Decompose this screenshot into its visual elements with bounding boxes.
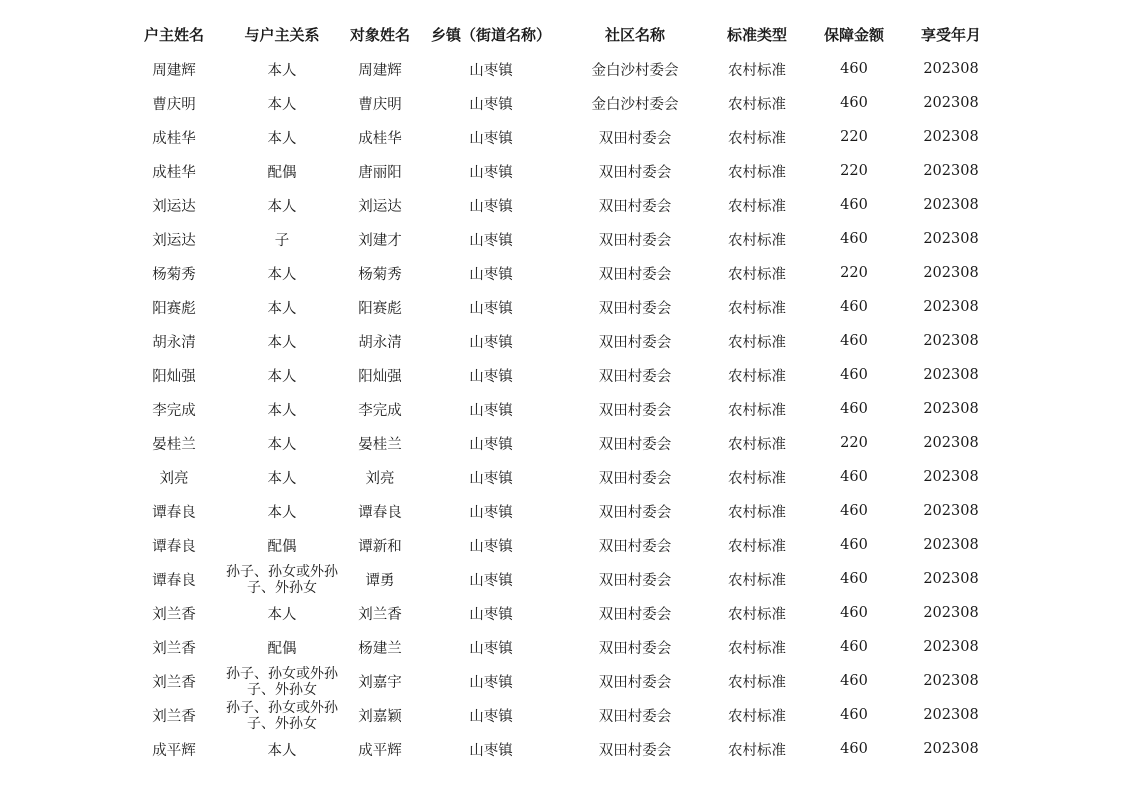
cell-community: 金白沙村委会 xyxy=(591,96,679,113)
cell-amount: 460 xyxy=(840,707,868,723)
table-row xyxy=(125,256,1001,290)
header-township: 乡镇（街道名称） xyxy=(430,25,551,44)
cell-standard-type: 农村标准 xyxy=(728,742,786,759)
cell-township: 山枣镇 xyxy=(469,436,513,453)
cell-standard-type: 农村标准 xyxy=(728,572,786,589)
cell-amount: 460 xyxy=(840,197,868,213)
cell-recipient-name: 胡永清 xyxy=(358,334,402,351)
cell-relationship: 配偶 xyxy=(267,164,297,181)
cell-amount: 460 xyxy=(840,401,868,417)
cell-amount: 460 xyxy=(840,333,868,349)
cell-township: 山枣镇 xyxy=(469,266,513,283)
table-row xyxy=(125,494,1001,528)
table-row xyxy=(125,460,1001,494)
cell-householder-name: 成平辉 xyxy=(152,742,196,759)
cell-householder-name: 阳赛彪 xyxy=(152,300,196,317)
cell-householder-name: 谭春良 xyxy=(152,572,196,589)
cell-recipient-name: 唐丽阳 xyxy=(358,164,402,181)
cell-amount: 460 xyxy=(840,503,868,519)
cell-township: 山枣镇 xyxy=(469,470,513,487)
cell-month: 202308 xyxy=(923,95,979,111)
cell-recipient-name: 阳赛彪 xyxy=(358,300,402,317)
cell-township: 山枣镇 xyxy=(469,368,513,385)
cell-relationship xyxy=(223,562,341,596)
cell-recipient-name: 刘嘉颖 xyxy=(358,708,402,725)
cell-month: 202308 xyxy=(923,231,979,247)
header-row xyxy=(125,16,1001,52)
cell-township: 山枣镇 xyxy=(469,96,513,113)
cell-community: 双田村委会 xyxy=(598,198,672,215)
cell-amount: 460 xyxy=(840,605,868,621)
cell-relationship: 配偶 xyxy=(267,640,297,657)
cell-amount: 220 xyxy=(840,163,868,179)
cell-month: 202308 xyxy=(923,61,979,77)
cell-community: 双田村委会 xyxy=(598,436,672,453)
cell-householder-name: 成桂华 xyxy=(152,130,196,147)
cell-relationship: 本人 xyxy=(267,130,297,147)
cell-recipient-name: 刘嘉宇 xyxy=(358,674,402,691)
cell-recipient-name: 成桂华 xyxy=(358,130,402,147)
cell-community: 双田村委会 xyxy=(598,674,672,691)
cell-amount: 220 xyxy=(840,435,868,451)
table-row xyxy=(125,188,1001,222)
cell-standard-type: 农村标准 xyxy=(728,198,786,215)
header-householder-name: 户主姓名 xyxy=(143,25,204,44)
header-amount: 保障金额 xyxy=(823,25,884,44)
cell-householder-name: 晏桂兰 xyxy=(152,436,196,453)
cell-standard-type: 农村标准 xyxy=(728,266,786,283)
table-row xyxy=(125,562,1001,596)
cell-amount: 460 xyxy=(840,469,868,485)
cell-township: 山枣镇 xyxy=(469,232,513,249)
cell-recipient-name: 成平辉 xyxy=(358,742,402,759)
cell-householder-name: 胡永清 xyxy=(152,334,196,351)
cell-standard-type: 农村标准 xyxy=(728,708,786,725)
header-relationship: 与户主关系 xyxy=(244,25,320,44)
cell-householder-name: 周建辉 xyxy=(152,62,196,79)
cell-township: 山枣镇 xyxy=(469,62,513,79)
cell-amount: 220 xyxy=(840,265,868,281)
cell-recipient-name: 晏桂兰 xyxy=(358,436,402,453)
table-row xyxy=(125,86,1001,120)
table-row xyxy=(125,630,1001,664)
cell-standard-type: 农村标准 xyxy=(728,334,786,351)
cell-amount: 460 xyxy=(840,741,868,757)
cell-community: 双田村委会 xyxy=(598,708,672,725)
cell-month: 202308 xyxy=(923,367,979,383)
cell-relationship xyxy=(223,664,341,698)
cell-township: 山枣镇 xyxy=(469,640,513,657)
cell-standard-type: 农村标准 xyxy=(728,96,786,113)
cell-township: 山枣镇 xyxy=(469,300,513,317)
cell-householder-name: 刘兰香 xyxy=(152,606,196,623)
cell-text: 孙子、孙女或外孙子、外孙女 xyxy=(226,564,338,594)
cell-amount: 460 xyxy=(840,673,868,689)
cell-community: 双田村委会 xyxy=(598,572,672,589)
cell-amount: 460 xyxy=(840,61,868,77)
cell-month: 202308 xyxy=(923,537,979,553)
cell-householder-name: 成桂华 xyxy=(152,164,196,181)
cell-amount: 460 xyxy=(840,571,868,587)
cell-standard-type: 农村标准 xyxy=(728,436,786,453)
cell-relationship: 本人 xyxy=(267,470,297,487)
cell-householder-name: 曹庆明 xyxy=(152,96,196,113)
cell-householder-name: 刘兰香 xyxy=(152,640,196,657)
cell-month: 202308 xyxy=(923,571,979,587)
cell-relationship: 子 xyxy=(274,232,290,249)
cell-standard-type: 农村标准 xyxy=(728,470,786,487)
cell-community: 双田村委会 xyxy=(598,368,672,385)
cell-recipient-name: 杨建兰 xyxy=(358,640,402,657)
cell-standard-type: 农村标准 xyxy=(728,504,786,521)
cell-community: 双田村委会 xyxy=(598,742,672,759)
cell-recipient-name: 谭春良 xyxy=(358,504,402,521)
cell-text: 孙子、孙女或外孙子、外孙女 xyxy=(226,700,338,730)
cell-month: 202308 xyxy=(923,605,979,621)
cell-township: 山枣镇 xyxy=(469,606,513,623)
cell-relationship: 本人 xyxy=(267,300,297,317)
cell-standard-type: 农村标准 xyxy=(728,606,786,623)
cell-recipient-name: 刘亮 xyxy=(365,470,395,487)
cell-relationship xyxy=(223,698,341,732)
cell-amount: 460 xyxy=(840,95,868,111)
cell-community: 双田村委会 xyxy=(598,164,672,181)
cell-relationship: 本人 xyxy=(267,436,297,453)
cell-amount: 460 xyxy=(840,367,868,383)
table-row xyxy=(125,324,1001,358)
cell-relationship: 本人 xyxy=(267,96,297,113)
cell-community: 双田村委会 xyxy=(598,606,672,623)
cell-recipient-name: 李完成 xyxy=(358,402,402,419)
cell-community: 金白沙村委会 xyxy=(591,62,679,79)
cell-community: 双田村委会 xyxy=(598,334,672,351)
cell-relationship: 本人 xyxy=(267,606,297,623)
cell-month: 202308 xyxy=(923,741,979,757)
cell-relationship: 本人 xyxy=(267,368,297,385)
cell-township: 山枣镇 xyxy=(469,130,513,147)
cell-township: 山枣镇 xyxy=(469,538,513,555)
cell-community: 双田村委会 xyxy=(598,470,672,487)
cell-township: 山枣镇 xyxy=(469,334,513,351)
cell-standard-type: 农村标准 xyxy=(728,674,786,691)
cell-community: 双田村委会 xyxy=(598,538,672,555)
cell-month: 202308 xyxy=(923,673,979,689)
cell-community: 双田村委会 xyxy=(598,640,672,657)
cell-recipient-name: 刘运达 xyxy=(358,198,402,215)
cell-standard-type: 农村标准 xyxy=(728,402,786,419)
cell-relationship: 本人 xyxy=(267,266,297,283)
cell-community: 双田村委会 xyxy=(598,232,672,249)
cell-standard-type: 农村标准 xyxy=(728,232,786,249)
header-month: 享受年月 xyxy=(920,25,981,44)
cell-amount: 460 xyxy=(840,537,868,553)
cell-recipient-name: 杨菊秀 xyxy=(358,266,402,283)
cell-standard-type: 农村标准 xyxy=(728,640,786,657)
cell-householder-name: 刘兰香 xyxy=(152,674,196,691)
cell-recipient-name: 阳灿强 xyxy=(358,368,402,385)
table-row xyxy=(125,528,1001,562)
cell-householder-name: 谭春良 xyxy=(152,504,196,521)
beneficiary-table xyxy=(125,16,1001,766)
cell-township: 山枣镇 xyxy=(469,164,513,181)
cell-relationship: 本人 xyxy=(267,402,297,419)
cell-relationship: 配偶 xyxy=(267,538,297,555)
cell-relationship: 本人 xyxy=(267,504,297,521)
cell-recipient-name: 谭新和 xyxy=(358,538,402,555)
table-row xyxy=(125,52,1001,86)
table-row xyxy=(125,426,1001,460)
cell-month: 202308 xyxy=(923,401,979,417)
cell-standard-type: 农村标准 xyxy=(728,130,786,147)
cell-community: 双田村委会 xyxy=(598,266,672,283)
table-row xyxy=(125,120,1001,154)
table-row xyxy=(125,358,1001,392)
header-recipient-name: 对象姓名 xyxy=(349,25,410,44)
cell-amount: 460 xyxy=(840,639,868,655)
cell-recipient-name: 刘兰香 xyxy=(358,606,402,623)
cell-recipient-name: 曹庆明 xyxy=(358,96,402,113)
cell-month: 202308 xyxy=(923,163,979,179)
cell-month: 202308 xyxy=(923,469,979,485)
cell-text: 孙子、孙女或外孙子、外孙女 xyxy=(226,666,338,696)
cell-month: 202308 xyxy=(923,639,979,655)
cell-standard-type: 农村标准 xyxy=(728,538,786,555)
cell-standard-type: 农村标准 xyxy=(728,368,786,385)
cell-month: 202308 xyxy=(923,503,979,519)
cell-recipient-name: 刘建才 xyxy=(358,232,402,249)
cell-month: 202308 xyxy=(923,707,979,723)
cell-recipient-name: 周建辉 xyxy=(358,62,402,79)
cell-amount: 460 xyxy=(840,299,868,315)
cell-month: 202308 xyxy=(923,197,979,213)
cell-householder-name: 刘兰香 xyxy=(152,708,196,725)
cell-amount: 220 xyxy=(840,129,868,145)
cell-relationship: 本人 xyxy=(267,742,297,759)
cell-month: 202308 xyxy=(923,299,979,315)
cell-month: 202308 xyxy=(923,265,979,281)
cell-householder-name: 谭春良 xyxy=(152,538,196,555)
cell-month: 202308 xyxy=(923,333,979,349)
table-row xyxy=(125,732,1001,766)
cell-householder-name: 杨菊秀 xyxy=(152,266,196,283)
table-row xyxy=(125,596,1001,630)
cell-standard-type: 农村标准 xyxy=(728,300,786,317)
cell-township: 山枣镇 xyxy=(469,674,513,691)
cell-community: 双田村委会 xyxy=(598,402,672,419)
table-row xyxy=(125,222,1001,256)
table-row xyxy=(125,154,1001,188)
cell-householder-name: 阳灿强 xyxy=(152,368,196,385)
header-community: 社区名称 xyxy=(604,25,665,44)
cell-recipient-name: 谭勇 xyxy=(365,572,395,589)
cell-month: 202308 xyxy=(923,435,979,451)
table-row xyxy=(125,392,1001,426)
cell-relationship: 本人 xyxy=(267,62,297,79)
cell-relationship: 本人 xyxy=(267,334,297,351)
cell-township: 山枣镇 xyxy=(469,572,513,589)
cell-township: 山枣镇 xyxy=(469,504,513,521)
cell-township: 山枣镇 xyxy=(469,402,513,419)
cell-township: 山枣镇 xyxy=(469,198,513,215)
cell-community: 双田村委会 xyxy=(598,130,672,147)
cell-householder-name: 刘运达 xyxy=(152,198,196,215)
cell-month: 202308 xyxy=(923,129,979,145)
cell-relationship: 本人 xyxy=(267,198,297,215)
cell-standard-type: 农村标准 xyxy=(728,62,786,79)
header-standard-type: 标准类型 xyxy=(726,25,787,44)
cell-householder-name: 李完成 xyxy=(152,402,196,419)
cell-community: 双田村委会 xyxy=(598,300,672,317)
cell-community: 双田村委会 xyxy=(598,504,672,521)
cell-householder-name: 刘运达 xyxy=(152,232,196,249)
table-row xyxy=(125,664,1001,698)
cell-township: 山枣镇 xyxy=(469,708,513,725)
cell-township: 山枣镇 xyxy=(469,742,513,759)
cell-amount: 460 xyxy=(840,231,868,247)
table-row xyxy=(125,698,1001,732)
table-row xyxy=(125,290,1001,324)
cell-standard-type: 农村标准 xyxy=(728,164,786,181)
cell-householder-name: 刘亮 xyxy=(159,470,189,487)
